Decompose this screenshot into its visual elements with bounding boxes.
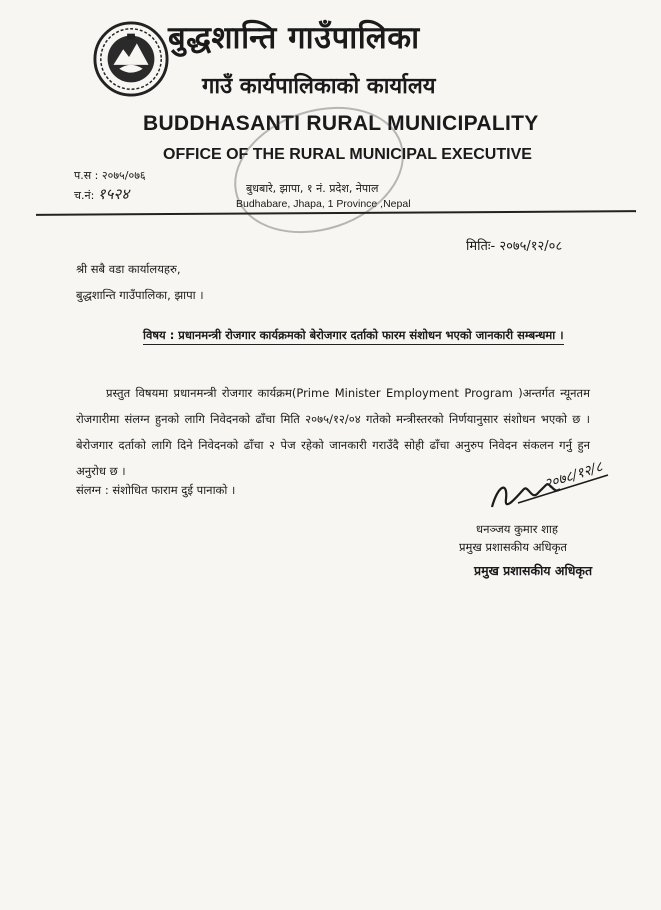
designation-stamp: प्रमुख प्रशासकीय अधिकृत <box>474 563 593 578</box>
office-name-en: OFFICE OF THE RURAL MUNICIPAL EXECUTIVE <box>163 146 532 163</box>
signer-name: धनञ्जय कुमार शाह <box>476 522 559 536</box>
recipient-line-2: बुद्धशान्ति गाउँपालिका, झापा । <box>76 288 204 302</box>
reference-number <box>74 168 146 183</box>
office-name-np: गाउँ कार्यपालिकाको कार्यालय <box>202 74 436 99</box>
letter-subject: विषय : प्रधानमन्त्री रोजगार कार्यक्रमको बेरोजगार दर्ताको फारम संशोधन भएको जानकारी सम्बन्धमा । <box>143 328 564 345</box>
municipality-name-np: बुद्धशान्ति गाउँपालिका <box>168 20 420 56</box>
dispatch-value: १५२४ <box>97 185 129 203</box>
dispatch-label: च.नं: <box>74 189 95 202</box>
dispatch-number <box>74 184 129 204</box>
enclosure-note: संलग्न : संशोधित फाराम दुई पानाको । <box>76 483 236 497</box>
signer-designation: प्रमुख प्रशासकीय अधिकृत <box>459 540 567 554</box>
municipality-name-en: BUDDHASANTI RURAL MUNICIPALITY <box>143 112 539 135</box>
letter-date: मितिः- २०७५/१२/०८ <box>466 239 563 254</box>
address-en: Budhabare, Jhapa, 1 Province ,Nepal <box>236 198 411 210</box>
reference-label: प.स : <box>74 169 99 182</box>
svg-text:२०७८/१२/८: २०७८/१२/८ <box>542 458 605 493</box>
reference-value: २०७५/०७६ <box>101 169 146 182</box>
letter-body: प्रस्तुत विषयमा प्रधानमन्त्री रोजगार कार्यक्रम(Prime Minister Employment Program )अन्तर्गत न्यूनतम रोजगारीमा संलग्न हुनको लागि निवेदनको ढाँचा मिति २०७५/१२/०४ गतेको मन्त्रीस्तरको निर्णयानुसार संशोधन भएको छ । बेरोजगार दर्ताको लागि दिने निवेदनको ढाँचा २ पेज रहेको जानकारी गराउँदै सोही ढाँचा अनुरुप निवेदन संकलन गर्नु हुन अनुरोध छ । <box>76 386 590 478</box>
municipality-emblem-icon <box>92 20 170 98</box>
handwritten-signature <box>488 455 618 520</box>
address-np: बुधबारे, झापा, १ नं. प्रदेश, नेपाल <box>246 182 379 195</box>
recipient-line-1: श्री सबै वडा कार्यालयहरु, <box>76 262 181 276</box>
